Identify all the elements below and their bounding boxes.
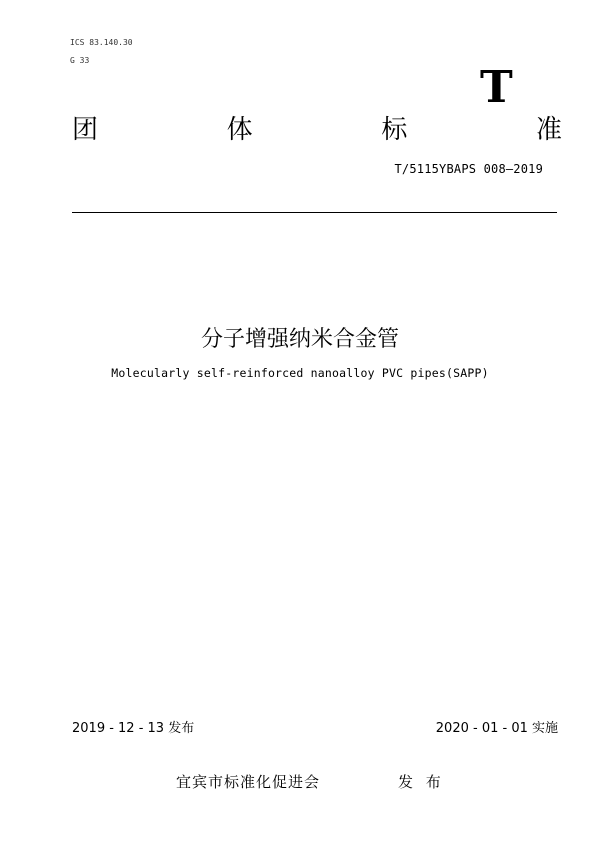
header-divider — [72, 212, 557, 213]
standard-letter-mark: T — [480, 62, 513, 113]
document-title-english: Molecularly self-reinforced nanoalloy PVC pipes(SAPP) — [111, 366, 489, 380]
standard-type-heading — [72, 112, 562, 148]
issuing-organization: 宜宾市标准化促进会 — [176, 773, 321, 791]
ics-code: ICS 83.140.30 — [70, 38, 133, 47]
standard-type-char: 标 — [381, 115, 408, 145]
issue-label: 发 布 — [398, 773, 445, 791]
publish-date: 2019 - 12 - 13 发布 — [72, 721, 195, 736]
document-title-chinese: 分子增强纳米合金管 — [200, 327, 399, 352]
standard-type-char: 团 — [72, 115, 99, 145]
standard-type-char: 体 — [226, 115, 253, 145]
standard-type-char: 准 — [535, 115, 562, 145]
implement-date: 2020 - 01 - 01 实施 — [435, 721, 558, 736]
ccs-code: G 33 — [70, 56, 90, 65]
standard-number: T/5115YBAPS 008—2019 — [394, 162, 543, 176]
